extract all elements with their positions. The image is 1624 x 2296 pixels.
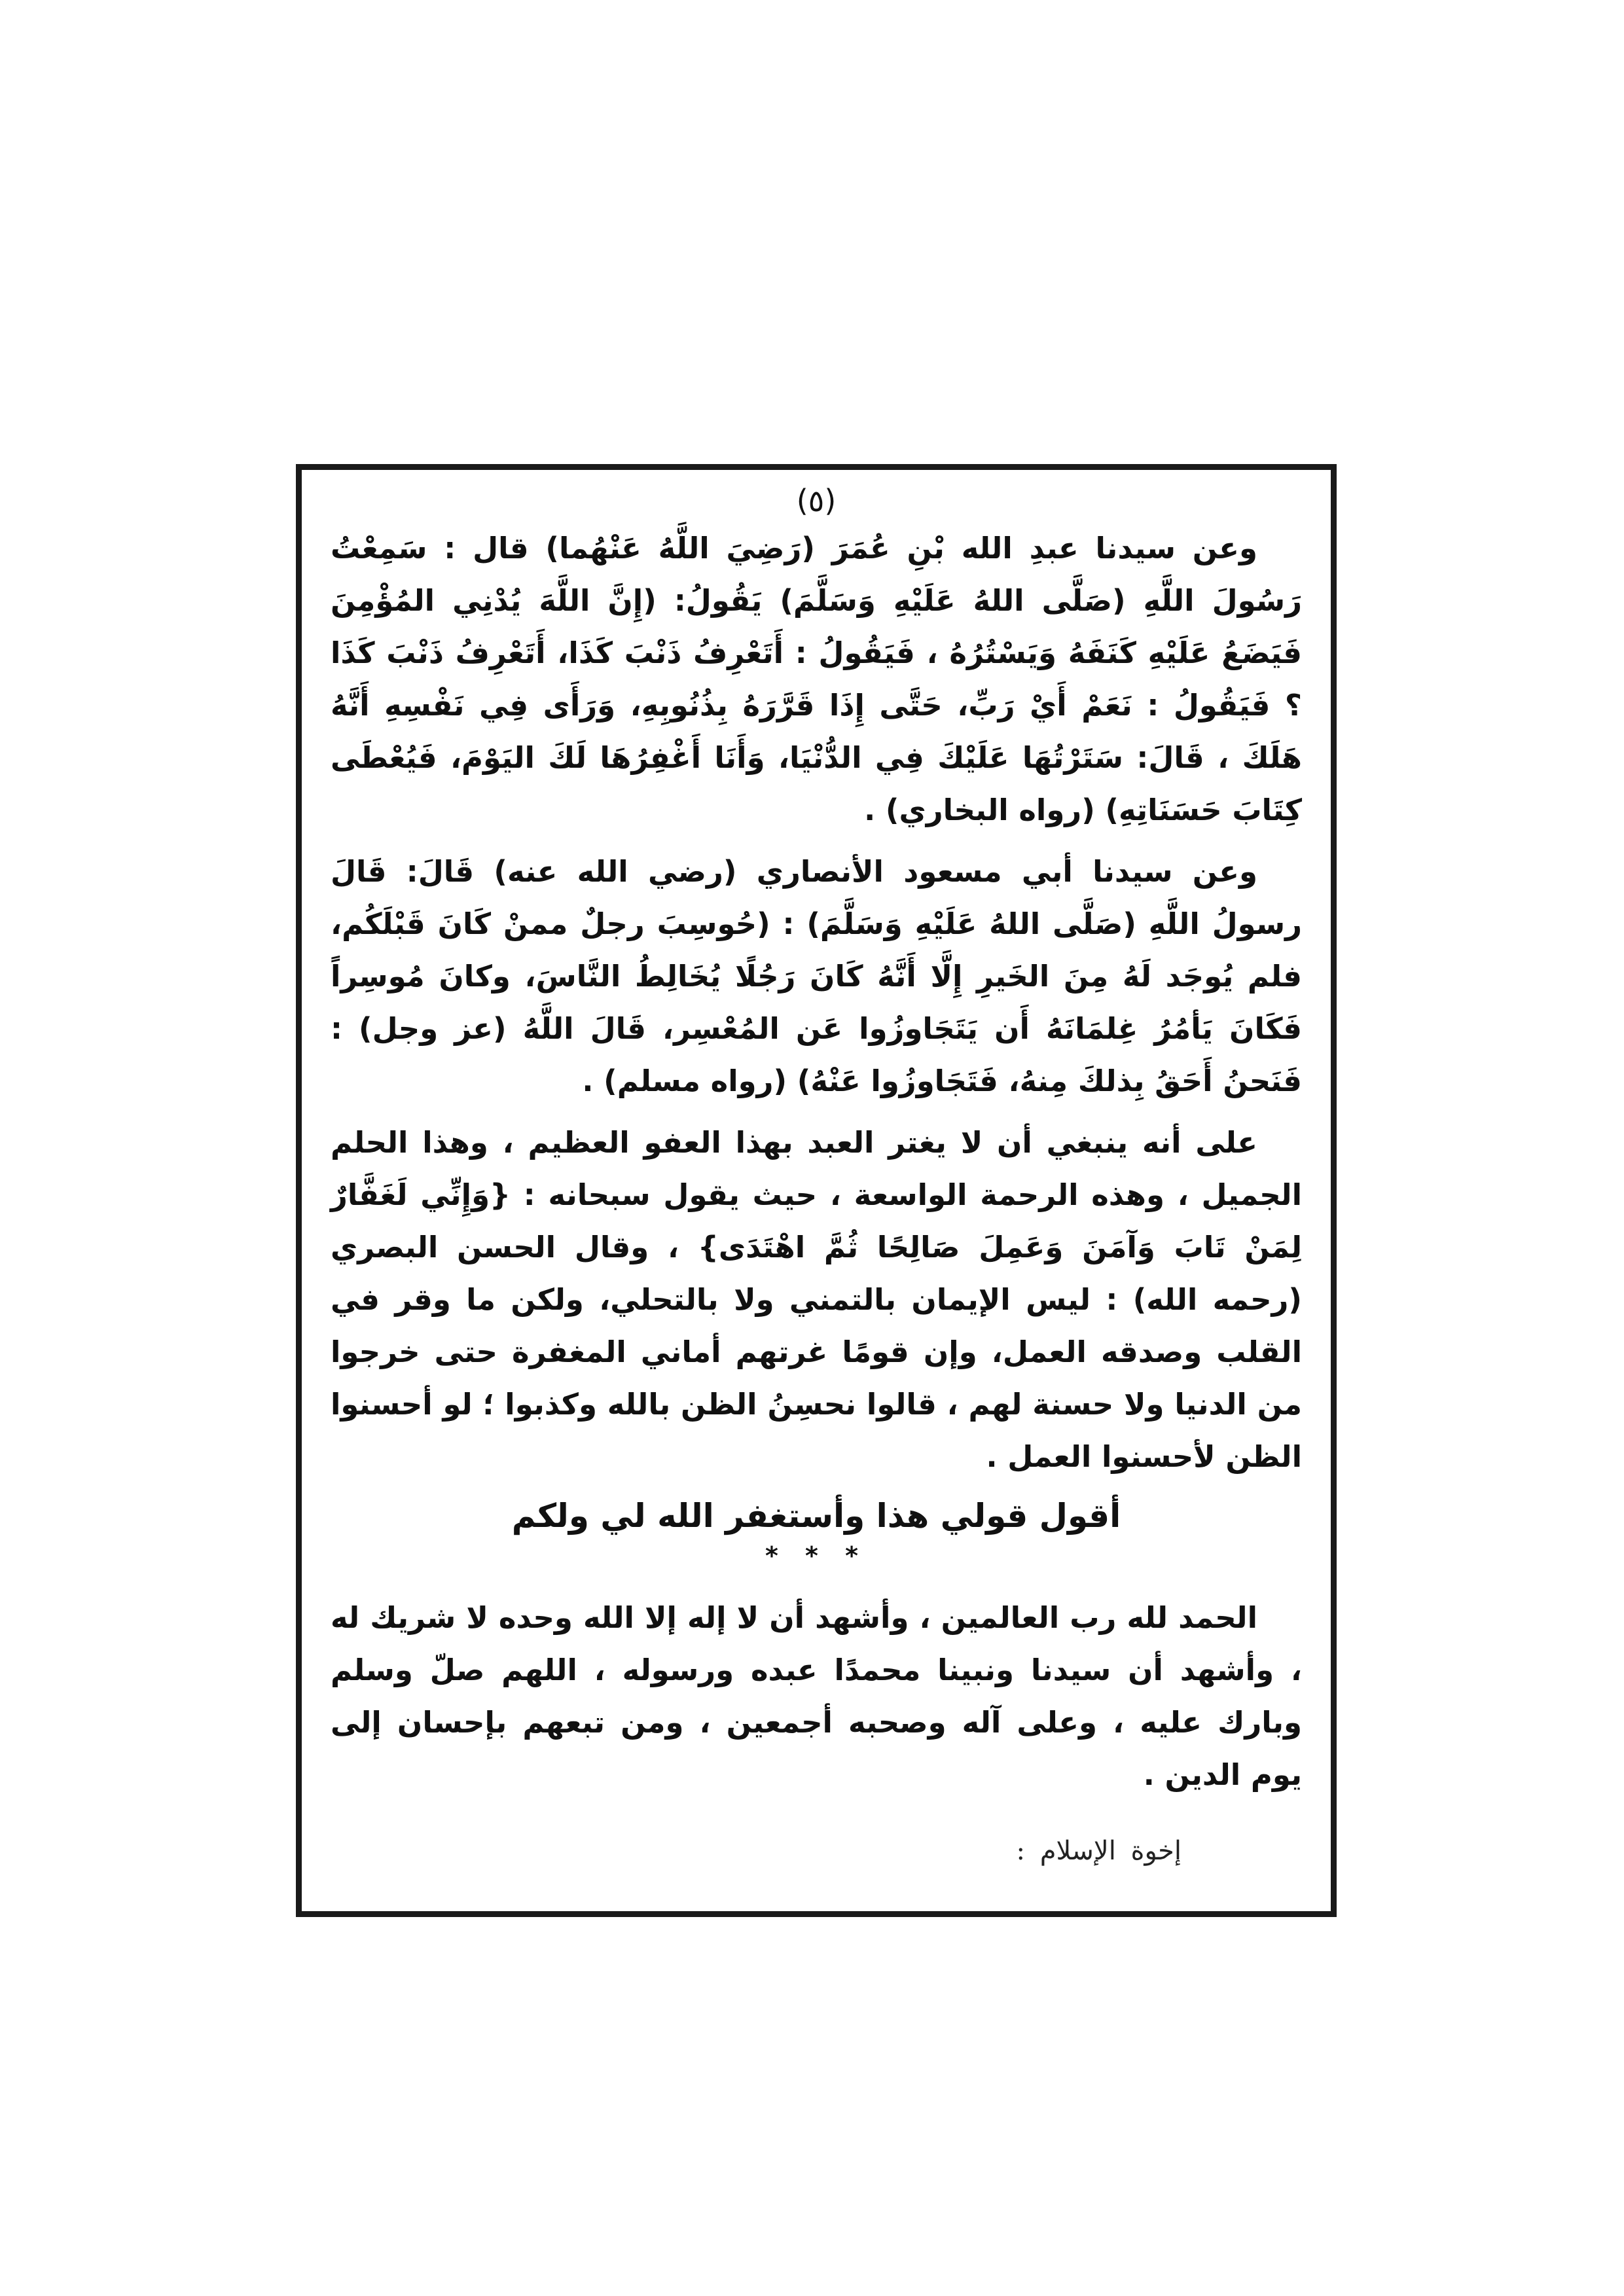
paragraph-abu-masud-hadith: [331, 846, 1302, 1107]
paragraph-second-sermon-intro: [331, 1592, 1302, 1801]
section-separator: * * *: [765, 1541, 868, 1570]
paragraph-text: على أنه ينبغي أن لا يغتر العبد بهذا العفو العظيم ، وهذا الحلم الجميل ، وهذه الرحمة الواسعة ، حيث يقول سبحانه : {وَإِنِّي لَغَفَّارٌ لِمَنْ تَابَ وَآمَنَ وَعَمِلَ صَالِحًا ثُمَّ اهْتَدَى} ، وقال الحسن البصري (رحمه الله) : ليس الإيمان بالتمني ولا بالتحلي، ولكن ما وقر في القلب وصدقه العمل، وإن قومًا غرتهم أماني المغفرة حتى خرجوا من الدنيا ولا حسنة لهم ، قالوا نحسِنُ الظن بالله وكذبوا ؛ لو أحسنوا الظن لأحسنوا العمل .: [331, 1125, 1302, 1474]
paragraph-ibn-umar-hadith: [331, 522, 1302, 836]
closing-title: أقول قولي هذا وأستغفر الله لي ولكم: [511, 1497, 1121, 1535]
page-frame: [296, 464, 1337, 1917]
page-number: (٥): [796, 483, 837, 518]
paragraph-text: وعن سيدنا عبدِ الله بْنِ عُمَرَ (رَضِيَ اللَّهُ عَنْهُما) قال : سَمِعْتُ رَسُولَ اللَّهِ (صَلَّى اللهُ عَلَيْهِ وَسَلَّمَ) يَقُولُ: (إِنَّ اللَّهَ يُدْنِي المُؤْمِنَ فَيَضَعُ عَلَيْهِ كَنَفَهُ وَيَسْتُرُهُ ، فَيَقُولُ : أَتَعْرِفُ ذَنْبَ كَذَا، أَتَعْرِفُ ذَنْبَ كَذَا ؟ فَيَقُولُ : نَعَمْ أَيْ رَبِّ، حَتَّى إِذَا قَرَّرَهُ بِذُنُوبِهِ، وَرَأَى فِي نَفْسِهِ أَنَّهُ هَلَكَ ، قَالَ: سَتَرْتُهَا عَلَيْكَ فِي الدُّنْيَا، وَأَنَا أَغْفِرُهَا لَكَ اليَوْمَ، فَيُعْطَى كِتَابَ حَسَنَاتِهِ) (رواه البخاري) .: [331, 531, 1302, 827]
paragraph-warning: [331, 1117, 1302, 1483]
next-section-heading: إخوة الإسلام :: [1016, 1836, 1182, 1866]
paragraph-text: الحمد لله رب العالمين ، وأشهد أن لا إله إلا الله وحده لا شريك له ، وأشهد أن سيدنا ونبينا محمدًا عبده ورسوله ، اللهم صلّ وسلم وبارك عليه ، وعلى آله وصحبه أجمعين ، ومن تبعهم بإحسان إلى يوم الدين .: [331, 1600, 1302, 1792]
paragraph-text: وعن سيدنا أبي مسعود الأنصاري (رضي الله عنه) قَالَ: قَالَ رسولُ اللَّهِ (صَلَّى اللهُ عَلَيْهِ وَسَلَّمَ) : (حُوسِبَ رجلٌ ممنْ كَانَ قَبْلَكُم، فلم يُوجَد لَهُ مِنَ الخَيرِ إِلَّا أَنَّهُ كَانَ رَجُلًا يُخَالِطُ النَّاسَ، وكانَ مُوسِراً فَكَانَ يَأمُرُ غِلمَانَهُ أَن يَتَجَاوزُوا عَن المُعْسِر، قَالَ اللَّهُ (عز وجل) : فَنَحنُ أَحَقُ بِذلكَ مِنهُ، فَتَجَاوزُوا عَنْهُ) (رواه مسلم) .: [331, 854, 1302, 1098]
